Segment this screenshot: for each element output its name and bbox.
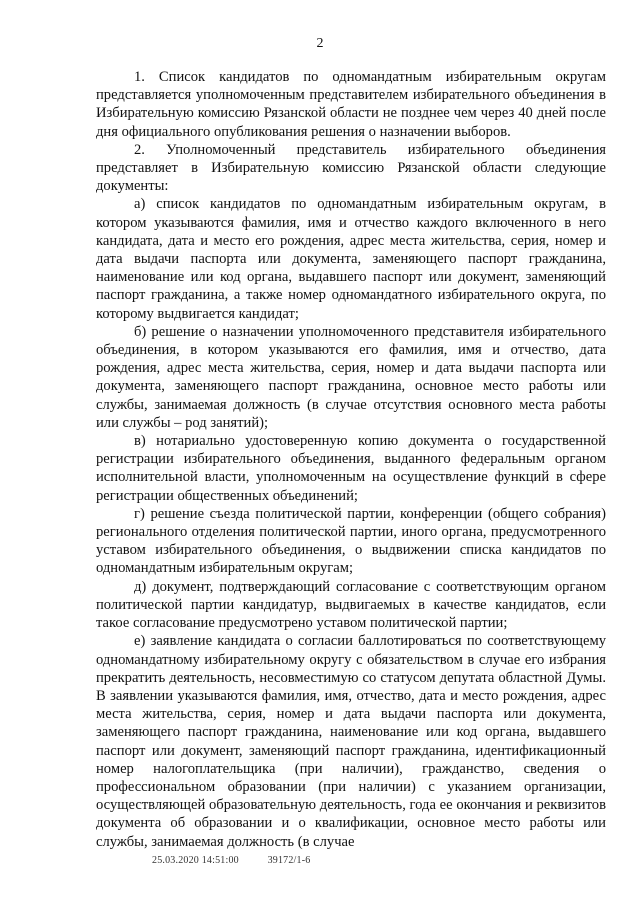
footer-doc-id: 39172/1-6 [267,855,311,866]
paragraph-1: 1. Список кандидатов по одномандатным избирательным округам представляется уполномоченным представителем избирательного объединения в Избирательную комиссию Рязанской области не позднее чем через 40 дней после дня официального опубликования решения о назначении выборов. [96,69,606,140]
paragraph-item-d: д) документ, подтверждающий согласование с соответствующим органом политической партии кандидатур, выдвигаемых в качестве кандидатов, если такое согласование предусмотрено уставом политической партии; [96,578,606,632]
paragraph-item-b: б) решение о назначении уполномоченного представителя избирательного объединения, в котором указываются его фамилия, имя и отчество, дата рождения, адрес места жительства, серия, номер и дата выдачи паспорта или документа, заменяющего паспорт гражданина, основное место работы или службы, занимаемая должность (в случае отсутствия основного места работы или службы – род занятий); [96,323,606,431]
paragraph-item-v: в) нотариально удостоверенную копию документа о государственной регистрации избирательного объединения, выданного федеральным органом исполнительной власти, уполномоченным на осуществление функций в сфере регистрации общественных объединений; [96,433,606,504]
document-body [96,68,606,851]
footer-datetime: 25.03.2020 14:51:00 [152,855,239,866]
paragraph-2: 2. Уполномоченный представитель избирательного объединения представляет в Избирательную комиссию Рязанской области следующие документы: [96,141,606,195]
page-number: 2 [316,36,324,51]
paragraph-item-e: е) заявление кандидата о согласии баллотироваться по соответствующему одномандатному избирательному округу с обязательством в случае его избрания прекратить деятельность, несовместимую со статусом депутата областной Думы. В заявлении указываются фамилия, имя, отчество, дата и место рождения, адрес места жительства, серия, номер и дата выдачи паспорта или документа, заменяющего паспорт гражданина, наименование или код органа, выдавшего паспорт или документ, заменяющий паспорт гражданина, идентификационный номер налогоплательщика (при наличии), гражданство, сведения о профессиональном образовании (при наличии) с указанием организации, осуществляющей образовательную деятельность, года ее окончания и реквизитов документа об образовании и о квалификации, основное место работы или службы, занимаемая должность (в случае [96,633,606,850]
paragraph-item-a: а) список кандидатов по одномандатным избирательным округам, в котором указываются фамилия, имя и отчество каждого включенного в него кандидата, дата и место его рождения, адрес места жительства, серия, номер и дата выдачи паспорта или документа, заменяющего паспорт гражданина, наименование или код органа, выдавшего паспорт или документ, заменяющий паспорт гражданина, а также номер одномандатного избирательного округа, по которому выдвигается кандидат; [96,196,606,322]
paragraph-item-g: г) решение съезда политической партии, конференции (общего собрания) регионального отделения политической партии, иного органа, предусмотренного уставом избирательного объединения, о выдвижении списка кандидатов по одномандатным избирательным округам; [96,505,606,577]
footer-stamp [152,855,336,866]
